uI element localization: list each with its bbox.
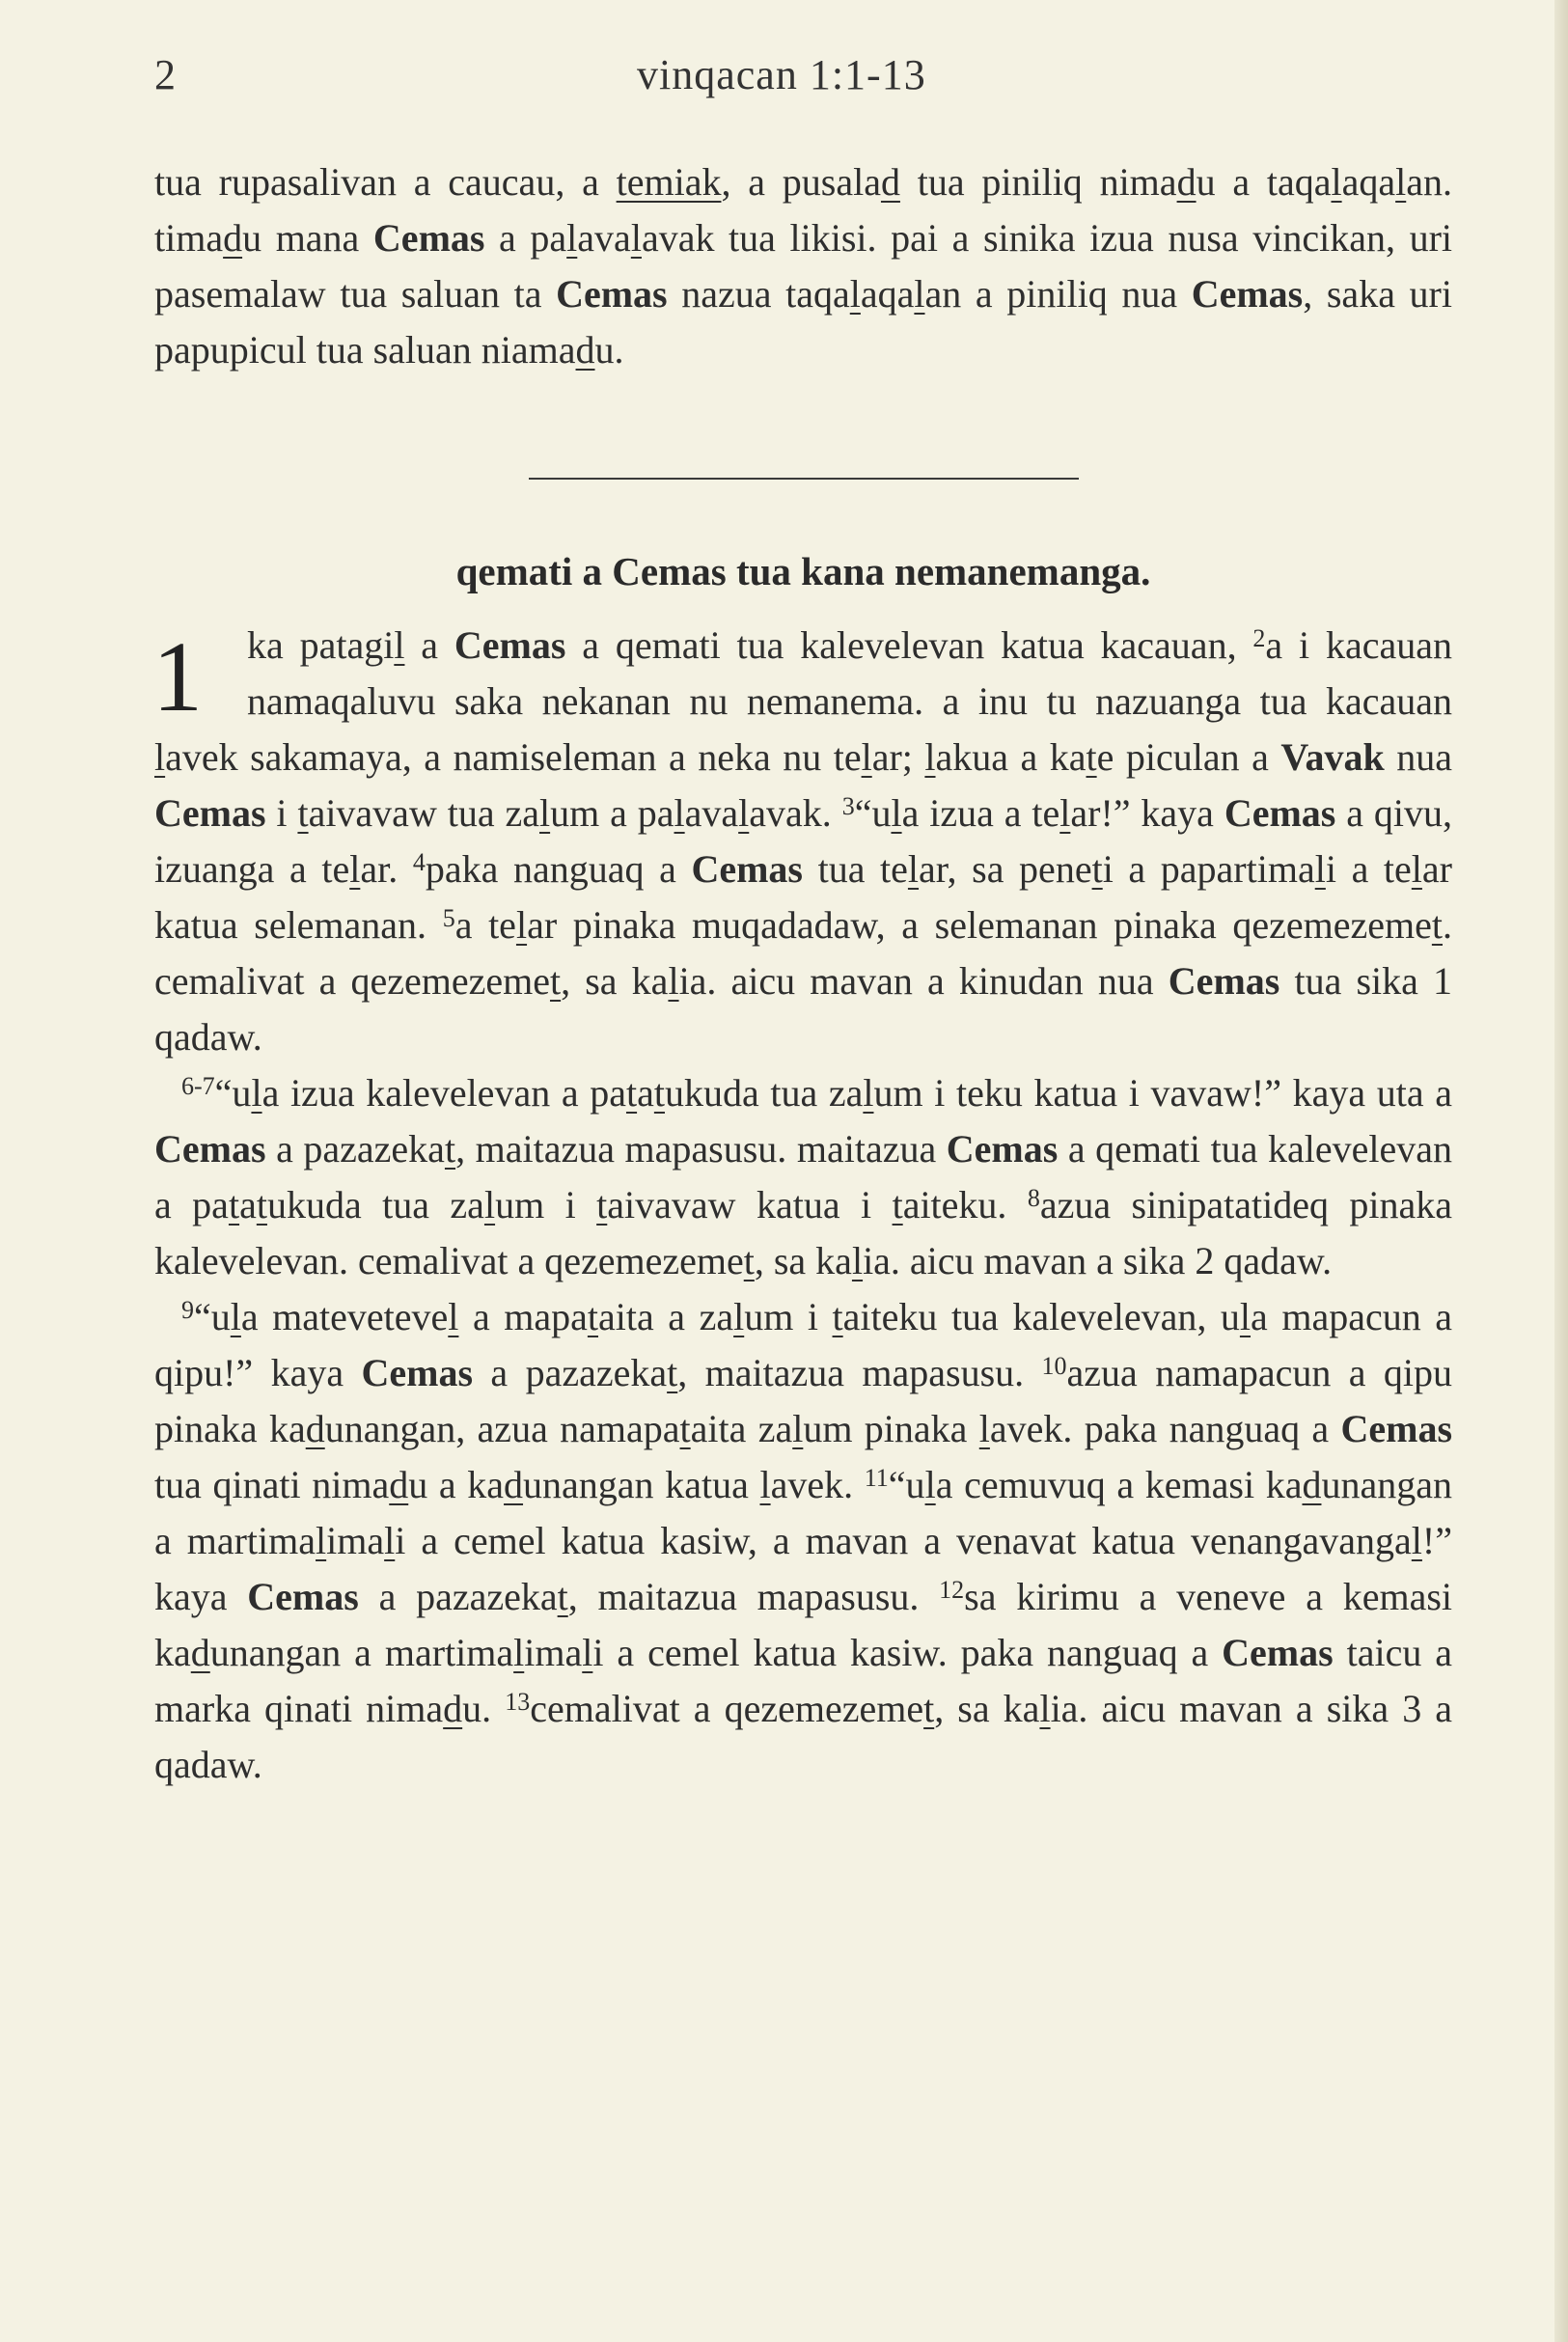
underlined-letter: l — [907, 847, 920, 891]
underlined-letter: t — [297, 791, 309, 835]
text-run: um i — [495, 1183, 597, 1226]
text-run: , maitazua mapasusu. — [567, 1575, 940, 1618]
verse-number: 9 — [181, 1296, 194, 1324]
text-run: a pazazeka — [358, 1575, 558, 1618]
text-run: aiteku tua kalevelevan, u — [842, 1295, 1240, 1338]
verse-number: 5 — [442, 904, 455, 932]
text-run: , saka uri papupicul tua saluan niama — [154, 272, 1452, 372]
underlined-letter: l — [863, 1071, 874, 1115]
underlined-letter: t — [679, 1407, 691, 1450]
underlined-letter: l — [1059, 791, 1071, 835]
section-divider — [529, 478, 1079, 480]
text-run: um a pa — [550, 791, 674, 835]
text-run: , maitazua mapasusu. maitazua — [455, 1127, 947, 1171]
text-run: ar katua selemanan. — [154, 847, 1452, 947]
text-run: ar. — [360, 847, 413, 891]
bold-word: Cemas — [1222, 1631, 1334, 1674]
verse-paragraph-1 — [154, 618, 1452, 1065]
text-run: e piculan a — [1096, 735, 1281, 779]
verse-number: 6-7 — [181, 1072, 215, 1100]
underlined-letter: d — [1176, 160, 1197, 204]
text-run: aqa — [860, 272, 915, 316]
underlined-letter: l — [1395, 160, 1407, 204]
underlined-letter: d — [190, 1631, 210, 1674]
text-run: unangan katua — [523, 1463, 760, 1506]
text-run: avek sakamaya, a namiseleman a neka nu te — [165, 735, 862, 779]
underlined-letter: t — [256, 1183, 267, 1226]
underlined-letter: d — [305, 1407, 325, 1450]
underlined-letter: t — [596, 1183, 608, 1226]
text-run: tua piniliq nima — [899, 160, 1177, 204]
text-run: a mateveteve — [240, 1295, 449, 1338]
underlined-letter: t — [832, 1295, 843, 1338]
text-run: , sa ka — [561, 959, 669, 1003]
text-run: ava — [577, 216, 631, 260]
text-run: i — [265, 791, 298, 835]
text-run: a izua kalevelevan a pa — [261, 1071, 626, 1115]
text-run: a qemati tua kalevelevan katua kacauan, — [565, 623, 1253, 667]
verse-number: 10 — [1041, 1352, 1067, 1380]
text-run: tua rupasalivan a caucau, a — [154, 160, 617, 204]
underlined-letter: d — [504, 1463, 524, 1506]
running-head: vinqacan 1:1-13 — [637, 51, 926, 98]
text-run: a mapa — [458, 1295, 588, 1338]
text-run: aqa — [1341, 160, 1396, 204]
text-run: aivavaw tua za — [308, 791, 539, 835]
underlined-letter: t — [549, 959, 562, 1003]
text-run: a te — [454, 903, 516, 947]
chapter-number: 1 — [152, 621, 203, 732]
bold-word: Cemas — [154, 791, 266, 835]
text-run: , sa ka — [754, 1239, 852, 1282]
text-run: akua a ka — [935, 735, 1087, 779]
underlined-letter: l — [851, 1239, 864, 1282]
bold-word: Cemas — [372, 216, 485, 260]
verse-number: 11 — [864, 1464, 889, 1492]
text-run: avek. — [770, 1463, 865, 1506]
text-run: u a taqa — [1196, 160, 1332, 204]
underlined-letter: l — [538, 791, 551, 835]
underlined-letter: l — [349, 847, 361, 891]
text-run: i a cemel katua kasiw. paka nanguaq a — [592, 1631, 1223, 1674]
underlined-letter: l — [924, 1463, 936, 1506]
underlined-letter: l — [1331, 160, 1342, 204]
text-run: ka patagi — [247, 623, 395, 667]
underlined-letter: l — [1314, 847, 1326, 891]
underlined-letter: d — [223, 216, 243, 260]
bold-word: Cemas — [454, 623, 566, 667]
text-run: um i teku katua i vavaw!” kaya uta a — [873, 1071, 1452, 1115]
text-run: “u — [854, 791, 892, 835]
bold-word: Cemas — [1191, 272, 1304, 316]
text-run: , maitazua mapasusu. — [677, 1351, 1042, 1394]
bold-word: Cemas — [361, 1351, 474, 1394]
text-run: ar; — [871, 735, 925, 779]
verse-number: 2 — [1252, 624, 1266, 652]
text-run: um pinaka — [803, 1407, 979, 1450]
underlined-letter: d — [389, 1463, 409, 1506]
drop-cap-spacer — [154, 618, 247, 730]
text-run: ukuda tua za — [266, 1183, 484, 1226]
text-run: cemalivat a qezemezeme — [530, 1687, 924, 1730]
text-run: a — [404, 623, 454, 667]
underlined-letter: l — [891, 791, 902, 835]
text-run: a izua a te — [901, 791, 1060, 835]
underlined-letter: t — [587, 1295, 599, 1338]
text-run: a — [637, 1071, 654, 1115]
text-run: nua — [1384, 735, 1453, 779]
text-run: a i kacauan namaqaluvu saka nekanan nu nemanema. a inu tu nazuanga tua kacauan — [247, 623, 1452, 723]
text-run: avak. — [749, 791, 842, 835]
section-heading: qemati a Cemas tua kana nemanemanga. — [455, 549, 1151, 593]
underlined-letter: l — [792, 1407, 804, 1450]
underlined-letter: l — [738, 791, 750, 835]
text-run: u. — [594, 328, 624, 372]
bold-word: Cemas — [247, 1575, 359, 1618]
page-number: 2 — [154, 51, 176, 98]
text-run: avek. paka nanguaq a — [989, 1407, 1341, 1450]
text-run: ar!” kaya — [1070, 791, 1224, 835]
underlined-letter: l — [394, 623, 405, 667]
text-run: aivavaw katua i — [607, 1183, 893, 1226]
underlined-letter: l — [849, 272, 861, 316]
underlined-letter: l — [1411, 1519, 1422, 1562]
text-run: ar pinaka muqadadaw, a selemanan pinaka qezemezeme — [527, 903, 1432, 947]
text-run: , sa ka — [934, 1687, 1040, 1730]
verse-number: 3 — [841, 792, 855, 820]
text-run: unangan, azua namapa — [324, 1407, 680, 1450]
text-run: azua sinipatatideq pinaka kalevelevan. cemalivat a qezemezeme — [154, 1183, 1452, 1282]
underlined-letter: d — [443, 1687, 463, 1730]
underlined-letter: t — [228, 1183, 240, 1226]
underlined-letter: l — [861, 735, 872, 779]
underlined-letter: l — [230, 1295, 241, 1338]
text-run: a pazazeka — [473, 1351, 668, 1394]
intro-paragraph — [154, 154, 1452, 378]
text-run: u. — [462, 1687, 506, 1730]
underlined-letter: t — [444, 1127, 456, 1171]
text-run: a pazazeka — [265, 1127, 445, 1171]
text-run: tua sika 1 qadaw. — [154, 959, 1453, 1059]
text-run: , a pusala — [721, 160, 881, 204]
underlined-letter: l — [1039, 1687, 1051, 1730]
text-run: ima — [524, 1631, 583, 1674]
underlined-letter: l — [924, 735, 936, 779]
text-run: “u — [214, 1071, 252, 1115]
underlined-letter: l — [483, 1183, 496, 1226]
underlined-letter: l — [582, 1631, 593, 1674]
text-run: taicu a marka qinati nima — [154, 1631, 1453, 1730]
text-run: an. tima — [154, 160, 1453, 260]
bold-word: Cemas — [946, 1127, 1059, 1171]
underlined-letter: t — [743, 1239, 755, 1282]
bold-word: Cemas — [556, 272, 668, 316]
underlined-letter: l — [448, 1295, 459, 1338]
underlined-letter: l — [630, 216, 642, 260]
underlined-letter: l — [733, 1295, 745, 1338]
underlined-letter: d — [1302, 1463, 1322, 1506]
text-run: a pa — [484, 216, 567, 260]
text-run: avak tua likisi. pai a sinika izua nusa vincikan, uri pasemalaw tua saluan ta — [154, 216, 1453, 316]
text-run: paka nanguaq a — [425, 847, 692, 891]
text-run: ima — [326, 1519, 385, 1562]
underlined-letter: t — [557, 1575, 568, 1618]
underlined-letter: temiak — [616, 160, 722, 204]
verse-number: 4 — [412, 848, 426, 876]
underlined-letter: l — [1411, 847, 1422, 891]
underlined-letter: l — [513, 1631, 525, 1674]
text-run: sa kirimu a veneve a kemasi ka — [154, 1575, 1453, 1674]
underlined-letter: t — [892, 1183, 903, 1226]
underlined-letter: l — [384, 1519, 396, 1562]
text-run: nazua taqa — [667, 272, 850, 316]
text-run: a cemuvuq a kemasi ka — [935, 1463, 1303, 1506]
bold-word: Cemas — [1340, 1407, 1453, 1450]
text-run: aita a za — [598, 1295, 734, 1338]
text-run: i a cemel katua kasiw, a mavan a venavat katua venangavanga — [395, 1519, 1412, 1562]
text-run: “u — [888, 1463, 925, 1506]
bold-word: Cemas — [154, 1127, 266, 1171]
bold-word: Cemas — [1168, 959, 1280, 1003]
text-run: a — [239, 1183, 257, 1226]
text-run: an a piniliq nua — [924, 272, 1192, 316]
text-run: ia. aicu mavan a kinudan nua — [678, 959, 1169, 1003]
text-run: a qivu, izuanga a te — [154, 791, 1452, 891]
underlined-letter: l — [1239, 1295, 1252, 1338]
verse-number: 13 — [505, 1688, 531, 1716]
underlined-letter: t — [625, 1071, 638, 1115]
underlined-letter: l — [978, 1407, 990, 1450]
verse-number: 12 — [939, 1576, 965, 1604]
text-run: u mana — [242, 216, 373, 260]
text-run: um i — [744, 1295, 833, 1338]
underlined-letter: t — [653, 1071, 665, 1115]
text-run: a qemati tua kalevelevan a pa — [154, 1127, 1452, 1226]
underlined-letter: l — [251, 1071, 262, 1115]
text-run: unangan a martima — [209, 1631, 514, 1674]
underlined-letter: l — [759, 1463, 771, 1506]
underlined-letter: d — [880, 160, 900, 204]
text-run: aiteku. — [902, 1183, 1028, 1226]
text-run: . cemalivat a qezemezeme — [154, 903, 1452, 1003]
page-edge — [1554, 0, 1568, 2342]
underlined-letter: t — [667, 1351, 678, 1394]
underlined-letter: l — [316, 1519, 327, 1562]
underlined-letter: l — [154, 735, 166, 779]
text-run: a mapacun a qipu!” kaya — [154, 1295, 1452, 1394]
text-run: azua namapacun a qipu pinaka ka — [154, 1351, 1452, 1450]
text-run: ava — [684, 791, 739, 835]
text-run: ukuda tua za — [664, 1071, 864, 1115]
verse-number: 8 — [1027, 1184, 1040, 1212]
text-run: unangan a martima — [154, 1463, 1452, 1562]
text-run: ia. aicu mavan a sika 3 a qadaw. — [154, 1687, 1453, 1786]
text-run: tua qinati nima — [154, 1463, 390, 1506]
underlined-letter: l — [566, 216, 578, 260]
verse-paragraph-3 — [154, 1289, 1452, 1793]
chapter-body — [154, 618, 1452, 1793]
underlined-letter: d — [575, 328, 595, 372]
page-header — [154, 50, 1447, 108]
underlined-letter: t — [923, 1687, 935, 1730]
text-run: tua te — [802, 847, 908, 891]
underlined-letter: t — [1086, 735, 1097, 779]
bold-word: Cemas — [691, 847, 803, 891]
text-run: “u — [194, 1295, 231, 1338]
underlined-letter: t — [1431, 903, 1443, 947]
text-run: aita za — [690, 1407, 793, 1450]
underlined-letter: t — [1091, 847, 1103, 891]
underlined-letter: l — [668, 959, 679, 1003]
bold-word: Cemas — [1224, 791, 1336, 835]
text-run: ia. aicu mavan a sika 2 qadaw. — [863, 1239, 1333, 1282]
underlined-letter: l — [914, 272, 925, 316]
underlined-letter: l — [515, 903, 528, 947]
underlined-letter: l — [674, 791, 685, 835]
text-run: !” kaya — [154, 1519, 1452, 1618]
text-run: i a papartima — [1102, 847, 1315, 891]
bold-word: Vavak — [1280, 735, 1385, 779]
text-run: i a te — [1325, 847, 1412, 891]
verse-paragraph-2 — [154, 1065, 1452, 1289]
text-run: u a ka — [408, 1463, 505, 1506]
text-run: ar, sa pene — [919, 847, 1092, 891]
